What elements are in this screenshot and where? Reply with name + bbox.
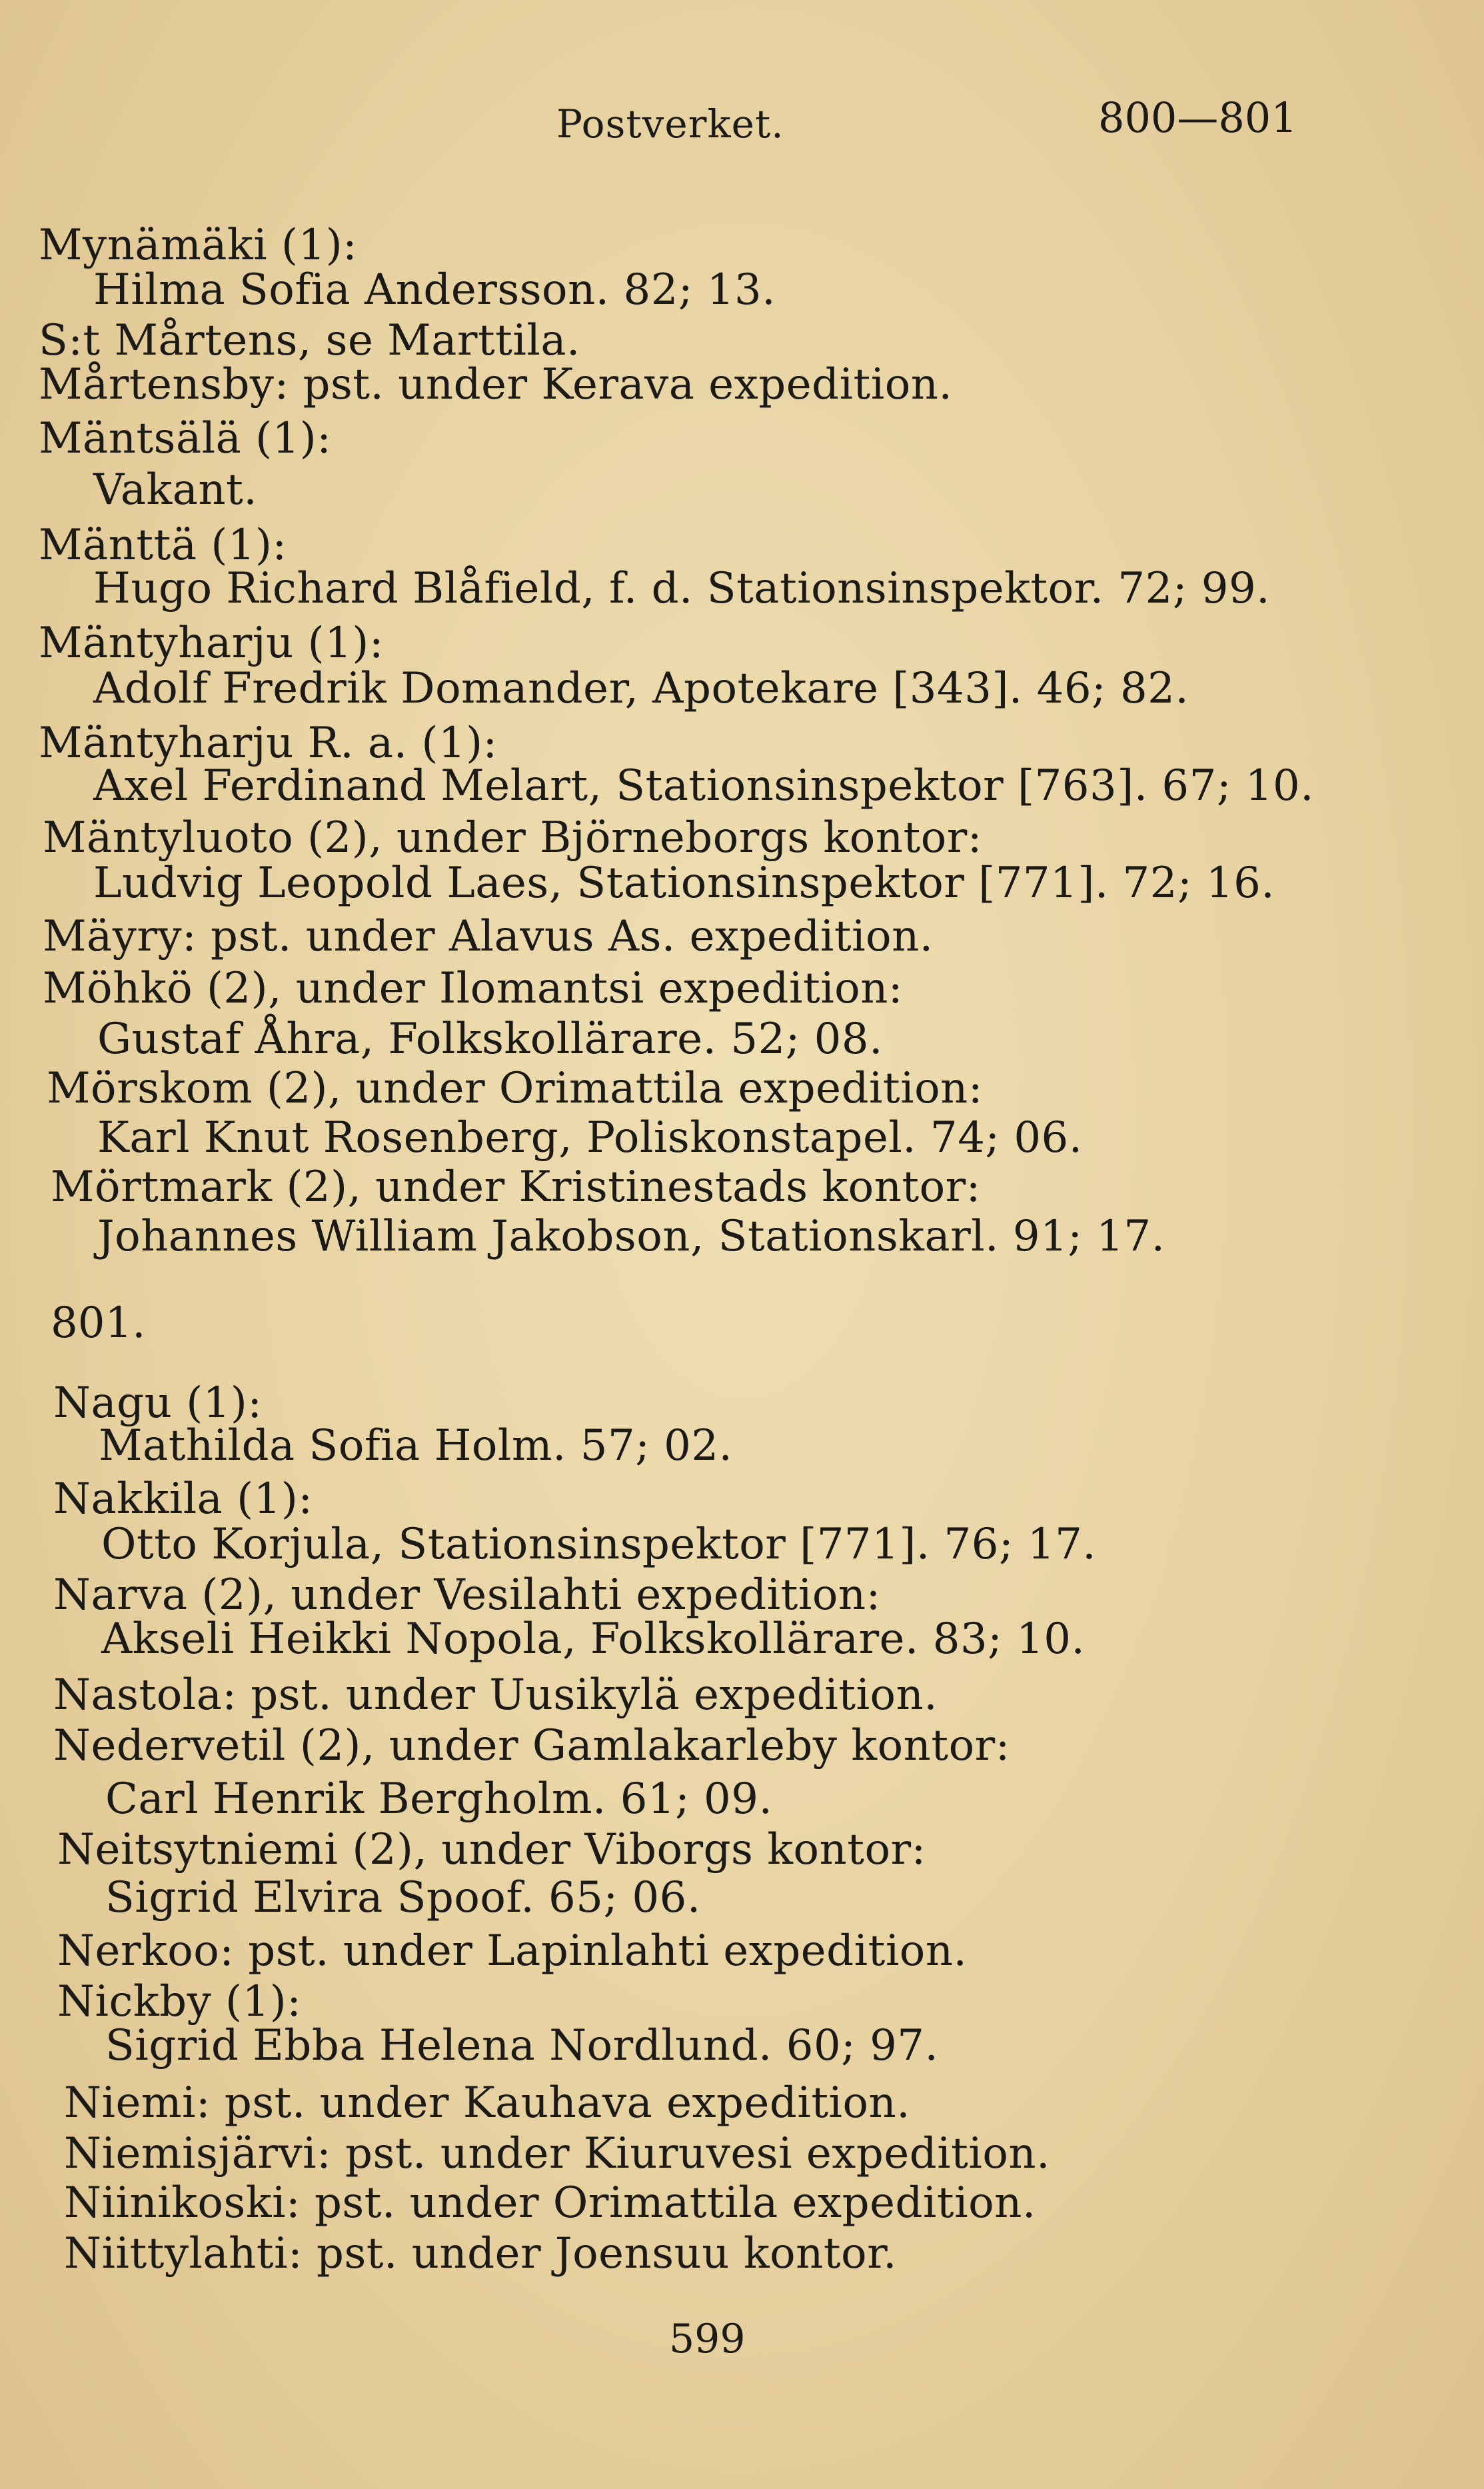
entry-heading: Mäntyharju (1): <box>39 619 384 668</box>
page-number: 599 <box>669 2316 746 2362</box>
entry-person: Mathilda Sofia Holm. 57; 02. <box>99 1421 733 1470</box>
entry-heading: Nagu (1): <box>53 1378 263 1428</box>
entry-heading: Niemisjärvi: pst. under Kiuruvesi expedition. <box>64 2129 1050 2178</box>
entry-heading: Nastola: pst. under Uusikylä expedition. <box>53 1670 938 1720</box>
entry-person: Axel Ferdinand Melart, Stationsinspektor [763]. 67; 10. <box>93 761 1314 811</box>
entry-person: Sigrid Ebba Helena Nordlund. 60; 97. <box>105 2021 939 2070</box>
entry-heading: Niinikoski: pst. under Orimattila expedition. <box>64 2178 1036 2228</box>
entry-heading: Niittylahti: pst. under Joensuu kontor. <box>64 2229 897 2278</box>
entry-heading: Mynämäki (1): <box>39 221 358 270</box>
entry-heading: Mårtensby: pst. under Kerava expedition. <box>39 360 953 409</box>
page-header-title: Postverket. <box>556 101 784 147</box>
entry-heading: Nakkila (1): <box>53 1474 313 1524</box>
entry-heading: Mäntyluoto (2), under Björneborgs kontor: <box>43 813 982 863</box>
entry-heading: Mörskom (2), under Orimattila expedition: <box>47 1064 983 1113</box>
entry-heading: Nickby (1): <box>57 1977 302 2026</box>
page-header-range: 800—801 <box>1098 93 1297 142</box>
entry-person: Johannes William Jakobson, Stationskarl. 91; 17. <box>97 1212 1165 1261</box>
entry-person: Karl Knut Rosenberg, Poliskonstapel. 74; 06. <box>97 1113 1083 1163</box>
entry-heading: Mörtmark (2), under Kristinestads kontor: <box>51 1163 981 1212</box>
entry-heading: Nerkoo: pst. under Lapinlahti expedition. <box>57 1926 968 1976</box>
entry-person: Carl Henrik Bergholm. 61; 09. <box>105 1774 773 1824</box>
entry-heading: Möhkö (2), under Ilomantsi expedition: <box>43 964 903 1013</box>
entry-heading: Niemi: pst. under Kauhava expedition. <box>64 2078 911 2128</box>
entry-person: Sigrid Elvira Spoof. 65; 06. <box>105 1873 701 1922</box>
section-number: 801. <box>51 1298 146 1348</box>
entry-heading: Mäntsälä (1): <box>39 414 332 463</box>
entry-heading: Neitsytniemi (2), under Viborgs kontor: <box>57 1825 926 1874</box>
entry-heading: Mäyry: pst. under Alavus As. expedition. <box>43 912 934 961</box>
entry-person: Hilma Sofia Andersson. 82; 13. <box>93 265 776 315</box>
entry-heading: Mäntyharju R. a. (1): <box>39 719 498 768</box>
entry-person: Akseli Heikki Nopola, Folkskollärare. 83; 10. <box>101 1614 1086 1664</box>
entry-person: Adolf Fredrik Domander, Apotekare [343]. 46; 82. <box>93 664 1189 713</box>
entry-heading: Nedervetil (2), under Gamlakarleby kontor: <box>53 1721 1010 1770</box>
entry-heading: Narva (2), under Vesilahti expedition: <box>53 1570 881 1620</box>
entry-heading: Mänttä (1): <box>39 521 287 570</box>
entry-person: Ludvig Leopold Laes, Stationsinspektor [771]. 72; 16. <box>93 859 1275 908</box>
entry-person: Vakant. <box>93 465 258 515</box>
entry-person: Otto Korjula, Stationsinspektor [771]. 76; 17. <box>101 1520 1097 1569</box>
entry-person: Hugo Richard Blåfield, f. d. Stationsinspektor. 72; 99. <box>93 564 1270 613</box>
entry-heading: S:t Mårtens, se Marttila. <box>39 316 580 365</box>
entry-person: Gustaf Åhra, Folkskollärare. 52; 08. <box>97 1015 883 1064</box>
